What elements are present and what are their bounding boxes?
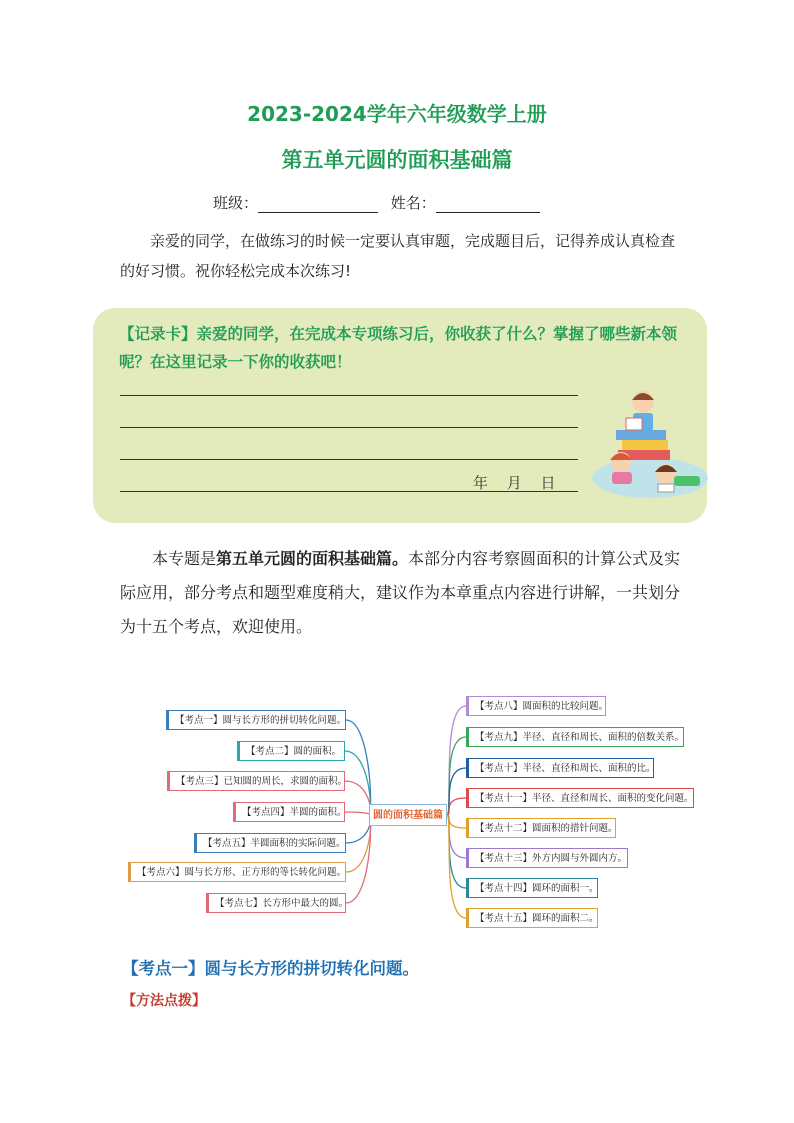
mindmap-node-right: 【考点十四】圆环的面积一。 bbox=[466, 878, 598, 898]
mindmap-node-right: 【考点十二】圆面积的措针问题。 bbox=[466, 818, 616, 838]
mindmap-center-node: 圆的面积基础篇 bbox=[369, 804, 447, 826]
summary-prefix: 本专题是 bbox=[152, 549, 217, 568]
class-label: 班级： bbox=[213, 194, 259, 212]
class-field[interactable] bbox=[258, 196, 378, 213]
mindmap-node-left: 【考点七】长方形中最大的圆。 bbox=[206, 893, 346, 913]
mindmap-branch bbox=[345, 781, 370, 815]
reading-kids-illustration bbox=[588, 380, 713, 505]
mindmap-node-right: 【考点十一】半径、直径和周长、面积的变化问题。 bbox=[466, 788, 694, 808]
mindmap-node-right: 【考点十三】外方内圆与外圆内方。 bbox=[466, 848, 628, 868]
mindmap-node-left: 【考点五】半圆面积的实际问题。 bbox=[194, 833, 346, 853]
topic-mindmap bbox=[128, 688, 708, 933]
student-info-row bbox=[213, 192, 540, 213]
mindmap-branch bbox=[345, 812, 370, 815]
mindmap-branch bbox=[345, 751, 370, 815]
record-line[interactable] bbox=[120, 395, 578, 396]
mindmap-branch bbox=[346, 720, 371, 815]
intro-paragraph: 亲爱的同学，在做练习的时候一定要认真审题，完成题目后，记得养成认真检查的好习惯。祝你轻松完成本次练习! bbox=[120, 232, 676, 280]
mindmap-branch bbox=[447, 815, 466, 918]
summary-paragraph bbox=[120, 542, 690, 644]
record-line[interactable] bbox=[120, 427, 578, 428]
document-title: 2023-2024学年六年级数学上册 bbox=[247, 102, 547, 126]
record-card-text: 【记录卡】亲爱的同学，在完成本专项练习后，你收获了什么？掌握了哪些新本领呢？在这里记录一下你的收获吧！ bbox=[119, 325, 678, 371]
mindmap-branch bbox=[346, 815, 371, 843]
mindmap-branch bbox=[346, 815, 371, 872]
summary-bold: 第五单元圆的面积基础篇。 bbox=[216, 549, 409, 568]
mindmap-node-left: 【考点六】圆与长方形、正方形的等长转化问题。 bbox=[128, 862, 346, 882]
name-field[interactable] bbox=[436, 196, 540, 213]
record-line[interactable] bbox=[120, 459, 578, 460]
mindmap-node-left: 【考点四】半圆的面积。 bbox=[233, 802, 345, 822]
mindmap-branch bbox=[346, 815, 371, 903]
mindmap-node-right: 【考点十五】圆环的面积二。 bbox=[466, 908, 598, 928]
mindmap-node-left: 【考点三】已知圆的周长，求圆的面积。 bbox=[167, 771, 345, 791]
method-label: 【方法点拨】 bbox=[122, 993, 206, 1009]
record-card bbox=[93, 308, 707, 523]
mindmap-node-left: 【考点二】圆的面积。 bbox=[237, 741, 345, 761]
mindmap-node-left: 【考点一】圆与长方形的拼切转化问题。 bbox=[166, 710, 346, 730]
mindmap-branch bbox=[447, 815, 466, 828]
record-date: 年 月 日 bbox=[473, 474, 556, 492]
section-heading: 【考点一】圆与长方形的拼切转化问题。 bbox=[122, 959, 419, 978]
summary-rest: 本部分内容考察圆面积的计算公式及实际应用，部分考点和题型难度稍大，建议作为本章重点内容进行讲解，一共划分为十五个考点，欢迎使用。 bbox=[120, 549, 681, 636]
mindmap-node-right: 【考点八】圆面积的比较问题。 bbox=[466, 696, 606, 716]
name-label: 姓名： bbox=[390, 194, 436, 212]
mindmap-node-right: 【考点九】半径、直径和周长、面积的倍数关系。 bbox=[466, 727, 684, 747]
document-subtitle: 第五单元圆的面积基础篇 bbox=[281, 148, 513, 172]
mindmap-branch bbox=[447, 798, 466, 815]
mindmap-node-right: 【考点十】半径、直径和周长、面积的比。 bbox=[466, 758, 654, 778]
